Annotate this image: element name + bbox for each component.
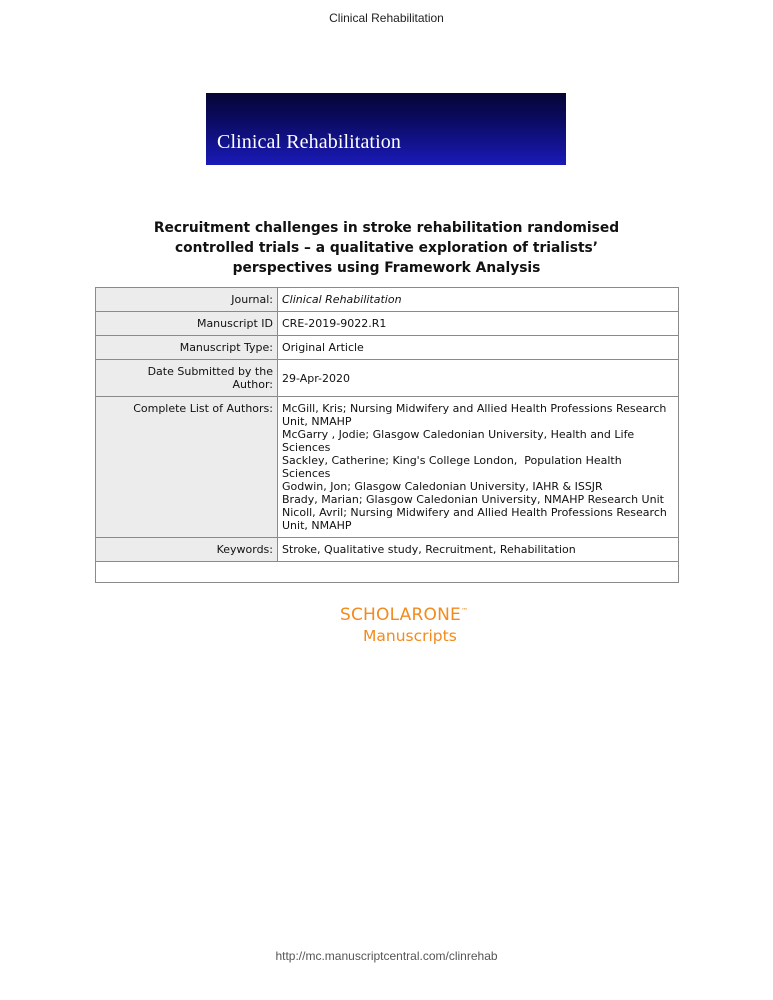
author-line: Brady, Marian; Glasgow Caledonian University, NMAHP Research Unit — [282, 493, 664, 506]
manuscript-id-row — [96, 312, 679, 336]
author-line: Unit, NMAHP — [282, 519, 352, 532]
logo-line-2: Manuscripts — [363, 627, 457, 645]
manuscript-type-row — [96, 336, 679, 360]
keywords-value: Stroke, Qualitative study, Recruitment, Rehabilitation — [278, 538, 679, 562]
authors-row — [96, 397, 679, 538]
title-line-3: perspectives using Framework Analysis — [232, 260, 541, 276]
empty-row — [96, 562, 679, 583]
title-line-2: controlled trials – a qualitative exploration of trialists’ — [174, 240, 599, 256]
author-line: Sackley, Catherine; King's College London, Population Health Sciences — [282, 454, 626, 480]
manuscript-type-label: Manuscript Type: — [96, 336, 278, 360]
keywords-row — [96, 538, 679, 562]
author-line: Unit, NMAHP — [282, 415, 352, 428]
author-line: Nicoll, Avril; Nursing Midwifery and Allied Health Professions Research — [282, 506, 667, 519]
journal-label: Journal: — [96, 288, 278, 312]
logo-line-1: SCHOLARONE — [340, 605, 461, 625]
title-line-1: Recruitment challenges in stroke rehabilitation randomised — [153, 220, 620, 236]
manuscript-id-label: Manuscript ID — [96, 312, 278, 336]
authors-list — [278, 397, 679, 538]
manuscript-id-value: CRE-2019-9022.R1 — [278, 312, 679, 336]
manuscript-type-value: Original Article — [278, 336, 679, 360]
keywords-label: Keywords: — [96, 538, 278, 562]
empty-cell — [96, 562, 679, 583]
author-line: McGarry , Jodie; Glasgow Caledonian University, Health and Life — [282, 428, 635, 441]
article-title — [100, 218, 673, 278]
author-line: Sciences — [282, 441, 331, 454]
author-line: McGill, Kris; Nursing Midwifery and Allied Health Professions Research — [282, 402, 667, 415]
journal-value: Clinical Rehabilitation — [278, 288, 679, 312]
date-label-line-1: Date Submitted by the — [147, 365, 273, 378]
authors-label: Complete List of Authors: — [96, 397, 278, 538]
author-line: Godwin, Jon; Glasgow Caledonian University, IAHR & ISSJR — [282, 480, 603, 493]
running-header: Clinical Rehabilitation — [329, 11, 444, 25]
scholarone-logo — [340, 605, 468, 645]
date-submitted-value: 29-Apr-2020 — [278, 360, 679, 397]
journal-row — [96, 288, 679, 312]
date-submitted-label — [96, 360, 278, 397]
journal-banner — [206, 93, 566, 165]
footer-url: http://mc.manuscriptcentral.com/clinrehab — [275, 949, 498, 963]
date-submitted-row — [96, 360, 679, 397]
manuscript-info-table — [95, 287, 679, 583]
banner-title: Clinical Rehabilitation — [217, 131, 401, 153]
date-label-line-2: Author: — [232, 378, 273, 391]
logo-trademark: ™ — [460, 607, 469, 615]
